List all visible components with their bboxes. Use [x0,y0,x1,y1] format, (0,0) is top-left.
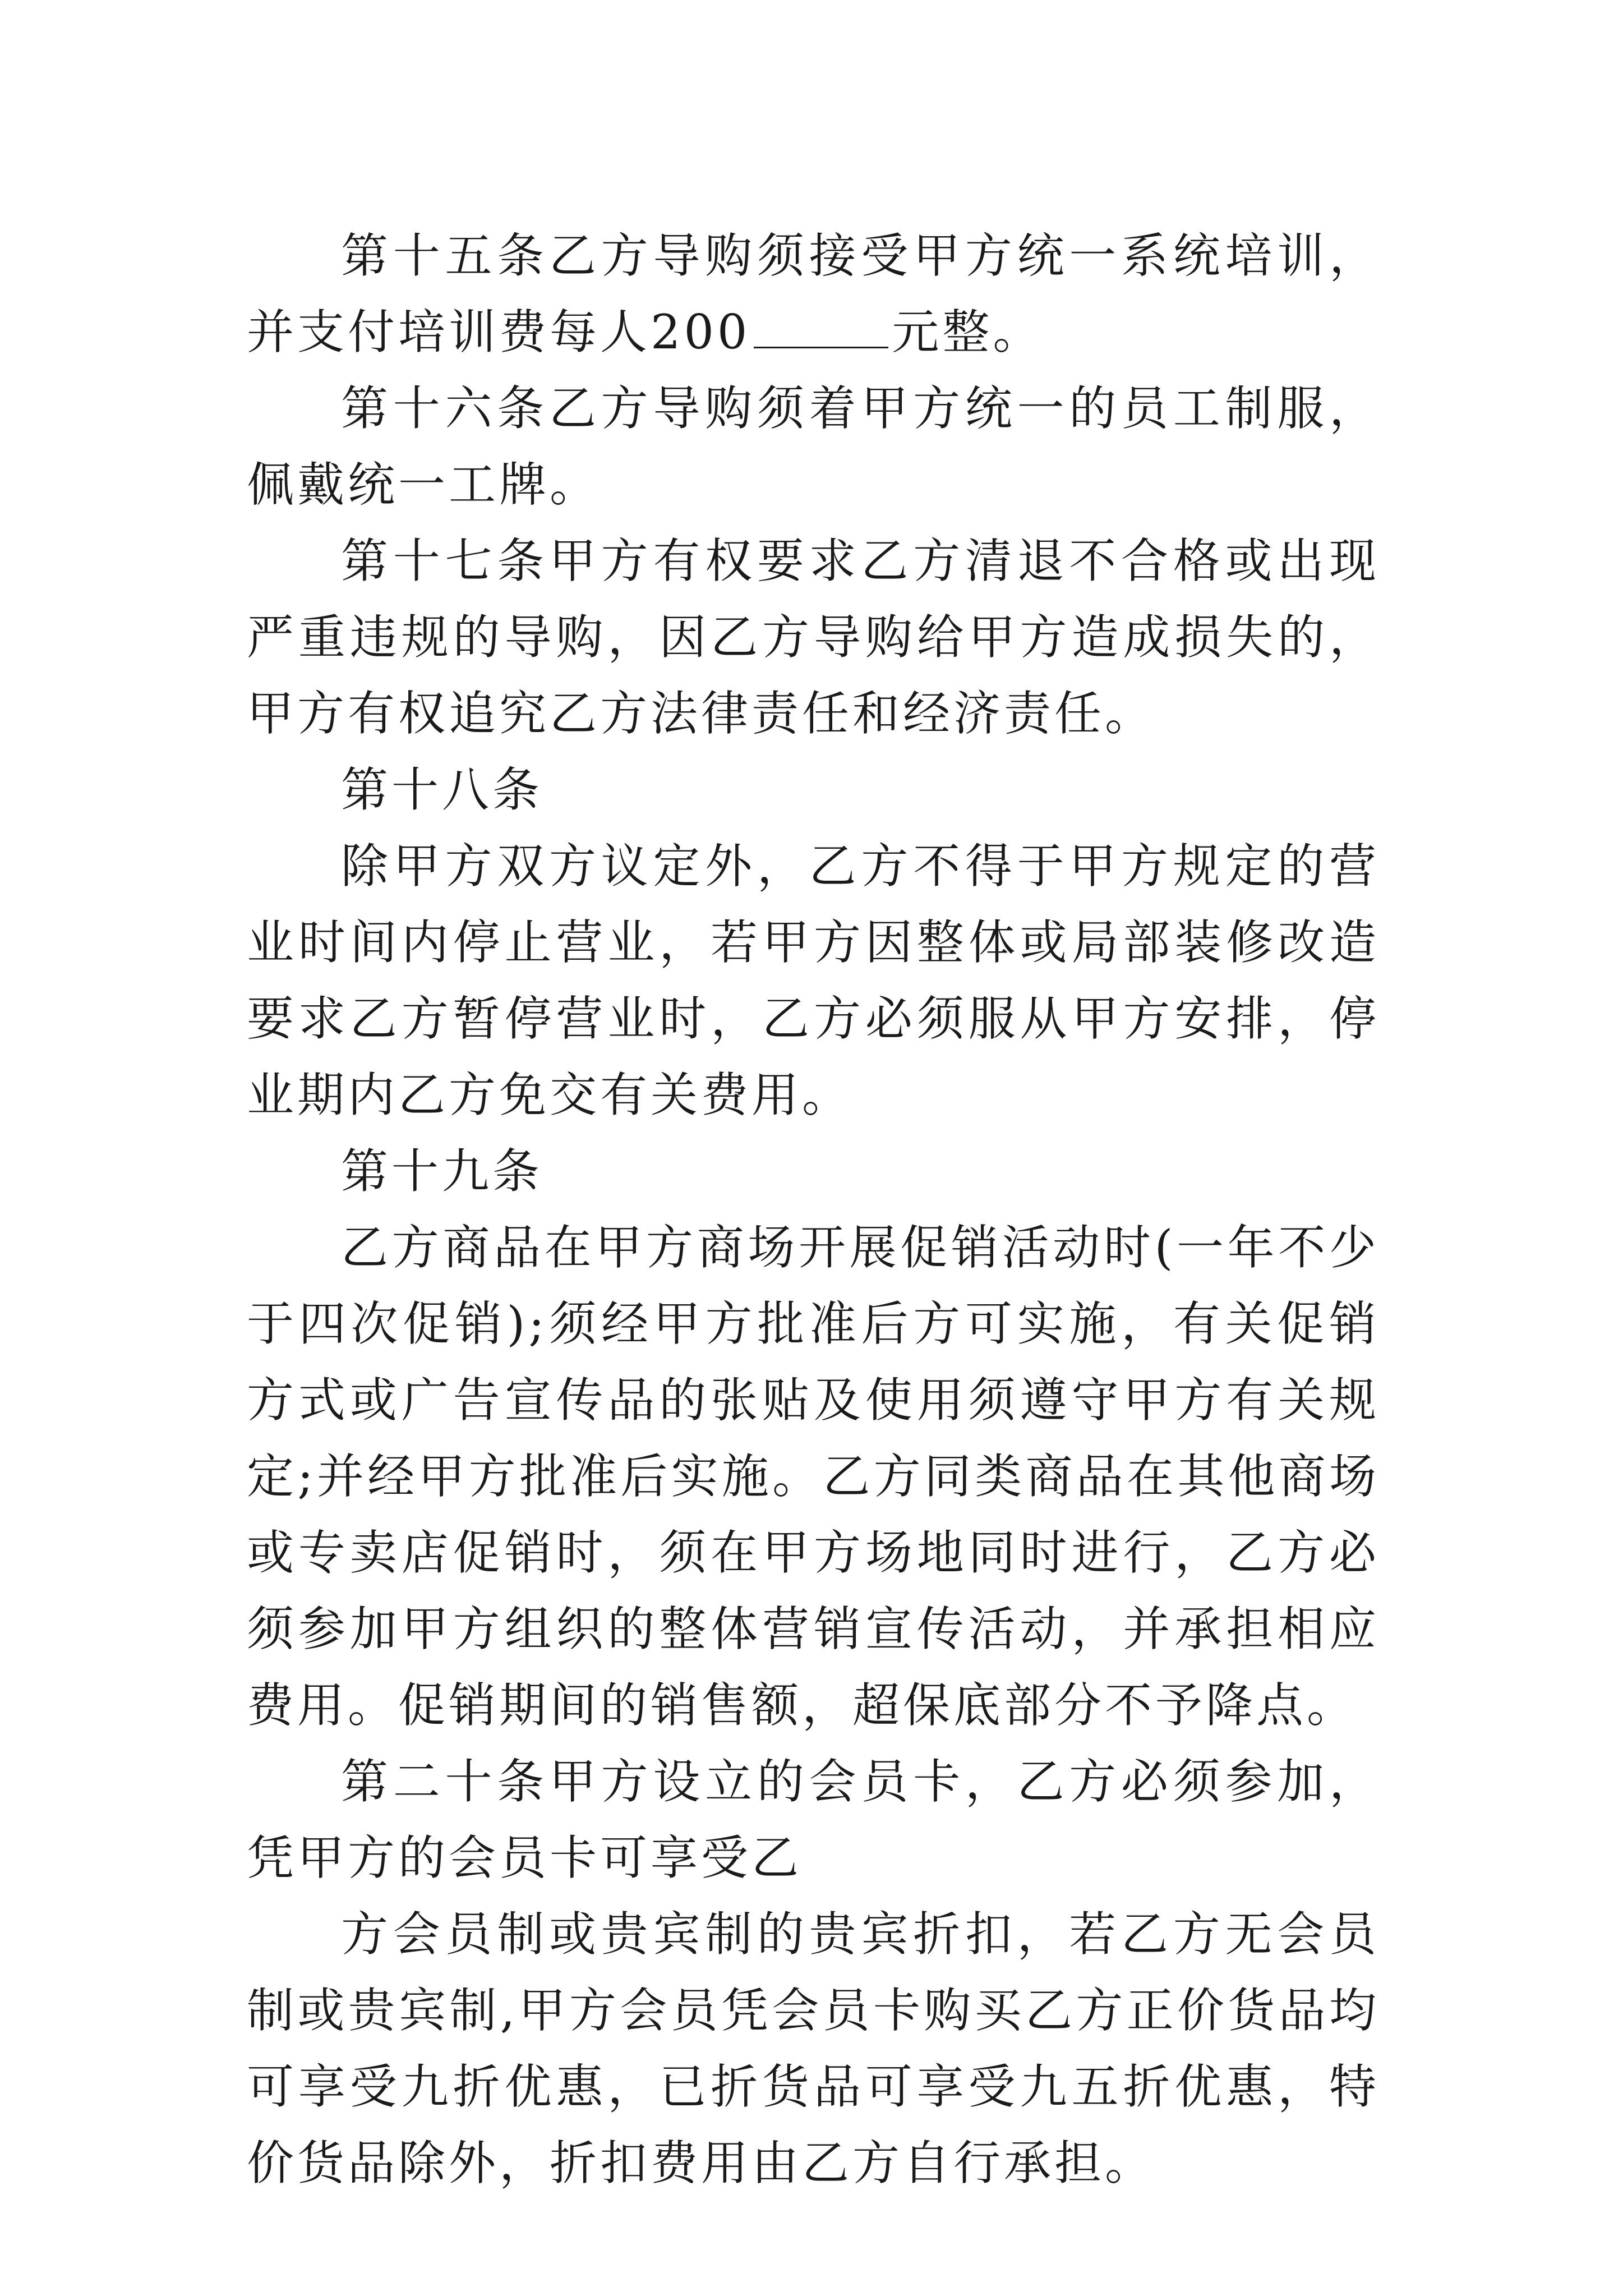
article-18-heading: 第十八条 [341,762,543,817]
article-20: 第二十条甲方设立的会员卡，乙方必须参加，凭甲方的会员卡可享受乙 [247,1754,1380,1885]
article-17: 第十七条甲方有权要求乙方清退不合格或出现严重违规的导购，因乙方导购给甲方造成损失的，甲方有权追究乙方法律责任和经济责任。 [247,533,1380,741]
article-20-continued: 方会员制或贵宾制的贵宾折扣，若乙方无会员制或贵宾制,甲方会员凭会员卡购买乙方正价货品均可享受九折优惠，已折货品可享受九五折优惠，特价货品除外，折扣费用由乙方自行承担。 [247,1907,1380,2191]
fill-in-blank [754,307,888,348]
article-15-suffix: 元整。 [892,305,1044,360]
article-15-text: 第十五条乙方导购须接受甲方统一系统培训，并支付培训费每人200 [247,228,1380,360]
article-19-heading: 第十九条 [341,1144,543,1199]
article-15 [247,218,1380,370]
document-body [247,218,1380,2201]
article-19-body: 乙方商品在甲方商场开展促销活动时(一年不少于四次促销);须经甲方批准后方可实施，有关促销方式或广告宣传品的张贴及使用须遵守甲方有关规定;并经甲方批准后实施。乙方同类商品在其他商场或专卖店促销时，须在甲方场地同时进行，乙方必须参加甲方组织的整体营销宣传活动，并承担相应费用。促销期间的销售额，超保底部分不予降点。 [247,1220,1380,1733]
article-16: 第十六条乙方导购须着甲方统一的员工制服，佩戴统一工牌。 [247,381,1380,512]
article-18-body: 除甲方双方议定外，乙方不得于甲方规定的营业时间内停止营业，若甲方因整体或局部装修改造要求乙方暂停营业时，乙方必须服从甲方安排，停业期内乙方免交有关费用。 [247,839,1380,1122]
